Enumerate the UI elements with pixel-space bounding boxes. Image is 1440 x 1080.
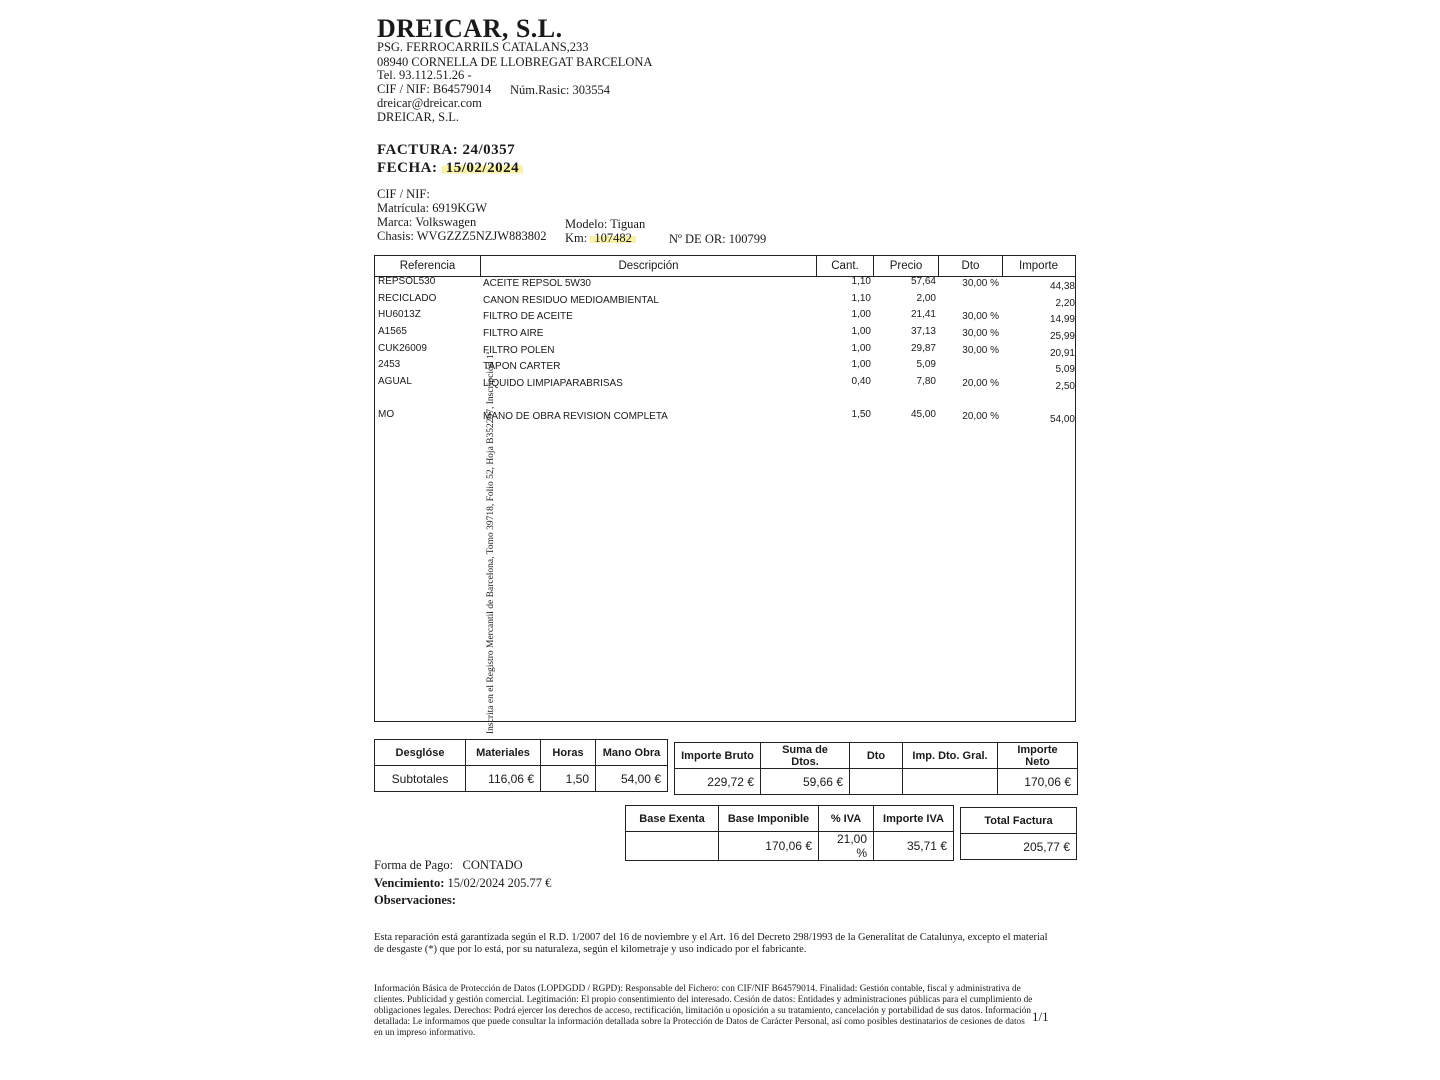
cell-price: 2,00 xyxy=(916,293,936,304)
invoice-total-table xyxy=(960,807,1077,860)
breakdown-header-hours: Horas xyxy=(541,740,596,766)
or-line xyxy=(669,232,766,247)
breakdown-labor-value: 54,00 € xyxy=(596,766,668,792)
company-name: DREICAR, S.L. xyxy=(377,14,563,43)
table-row xyxy=(375,276,1075,292)
invoice-number-label: FACTURA: xyxy=(377,142,459,158)
cell-reference: 2453 xyxy=(378,359,401,370)
tax-exempt-value xyxy=(626,832,719,861)
invoice-date-label: FECHA: xyxy=(377,160,438,176)
totals-net-value: 170,06 € xyxy=(998,769,1078,795)
company-rasic: Núm.Rasic: 303554 xyxy=(510,83,610,97)
brand-line xyxy=(377,215,476,230)
breakdown-header-labor: Mano Obra xyxy=(596,740,668,766)
cell-reference: A1565 xyxy=(378,326,407,337)
tax-taxable-value: 170,06 € xyxy=(719,832,819,861)
table-row xyxy=(375,293,1075,309)
tax-header-exempt: Base Exenta xyxy=(626,806,719,832)
cell-price: 37,13 xyxy=(910,326,936,337)
totals-header-net: Importe Neto xyxy=(998,743,1078,769)
cell-discount: 30,00 % xyxy=(962,278,999,289)
totals-dto-value xyxy=(850,769,903,795)
km-value: 107482 xyxy=(590,231,636,245)
cell-description: LIQUIDO LIMPIAPARABRISAS xyxy=(483,378,623,389)
cell-quantity: 1,10 xyxy=(851,276,871,287)
chassis-line xyxy=(377,229,547,244)
cell-quantity: 1,00 xyxy=(851,343,871,354)
cell-amount: 44,38 xyxy=(1049,281,1075,292)
cell-reference: HU6013Z xyxy=(378,309,421,320)
model-line xyxy=(565,217,645,232)
table-row xyxy=(375,309,1075,325)
payment-method-line xyxy=(374,858,523,873)
cell-amount: 25,99 xyxy=(1049,331,1075,342)
col-header-reference: Referencia xyxy=(375,256,481,276)
cell-quantity: 1,50 xyxy=(851,409,871,420)
table-row xyxy=(375,343,1075,359)
breakdown-subtotals-label: Subtotales xyxy=(375,766,466,792)
cell-discount: 20,00 % xyxy=(962,378,999,389)
invoice-number: 24/0357 xyxy=(462,142,516,158)
privacy-text: Información Básica de Protección de Datos (LOPDGDD / RGPD): Responsable del Fichero: con CIF/NIF B64579014. Finalidad: Gestión contable, fiscal y administrativa de clientes. Publicidad y gestión comercial. Legitimación: El propio consentimiento del interesado. Cesión de datos: Entidades y administraciones públicas para el cumplimiento de obligaciones legales. Derechos: Podrá ejercer los derechos de acceso, rectificación, limitación u oposición a su tratamiento, cancelación y portabilidad de sus datos. Información detallada: Le informamos que puede consultar la información detallada sobre la Protección de Datos de Carácter Personal, así como posibles destinatarios de cesiones de datos en un impreso informativo. xyxy=(374,984,1033,1038)
items-table xyxy=(374,255,1076,722)
totals-header-discounts: Suma de Dtos. xyxy=(761,743,850,769)
company-city: 08940 CORNELLA DE LLOBREGAT BARCELONA xyxy=(377,55,653,69)
breakdown-table xyxy=(374,739,668,792)
company-address: PSG. FERROCARRILS CATALANS,233 xyxy=(377,40,589,54)
cell-price: 7,80 xyxy=(916,376,936,387)
totals-general-discount-value xyxy=(903,769,998,795)
brand-value: Volkswagen xyxy=(415,215,477,229)
table-row xyxy=(375,359,1075,375)
table-row xyxy=(375,376,1075,392)
tax-table xyxy=(625,805,954,861)
cell-quantity: 0,40 xyxy=(851,376,871,387)
page-number: 1/1 xyxy=(1032,1009,1049,1024)
totals-header-dto: Dto xyxy=(850,743,903,769)
tax-header-vat-amount: Importe IVA xyxy=(874,806,954,832)
company-phone: Tel. 93.112.51.26 - xyxy=(377,68,472,82)
tax-header-taxable: Base Imponible xyxy=(719,806,819,832)
breakdown-hours-value: 1,50 xyxy=(541,766,596,792)
tax-vat-amount-value: 35,71 € xyxy=(874,832,954,861)
table-row xyxy=(375,409,1075,425)
cell-price: 5,09 xyxy=(916,359,936,370)
cell-amount: 54,00 xyxy=(1049,414,1075,425)
or-value: 100799 xyxy=(728,232,767,246)
cell-quantity: 1,00 xyxy=(851,359,871,370)
breakdown-materials-value: 116,06 € xyxy=(466,766,541,792)
col-header-amount: Importe xyxy=(1019,260,1058,272)
cell-quantity: 1,00 xyxy=(851,326,871,337)
col-header-discount: Dto xyxy=(939,256,1003,276)
cell-reference: MO xyxy=(378,409,395,420)
invoice-date-line xyxy=(377,160,523,177)
chassis-label: Chasis: xyxy=(377,229,414,243)
customer-cif-label: CIF / NIF: xyxy=(377,187,430,201)
km-label: Km: xyxy=(565,231,588,245)
cell-reference: CUK26009 xyxy=(378,343,427,354)
chassis-value: WVGZZZ5NZJW883802 xyxy=(416,229,547,243)
company-cif: CIF / NIF: B64579014 xyxy=(377,82,492,96)
cell-discount: 30,00 % xyxy=(962,345,999,356)
registry-note: Inscrita en el Registro Mercantil de Barcelona, Tomo 39718, Folio 52, Hoja B352297, Inscripción 1ª xyxy=(486,351,496,734)
due-date-value: 15/02/2024 205.77 € xyxy=(447,876,552,890)
cell-description: ACEITE REPSOL 5W30 xyxy=(483,278,591,289)
cell-price: 21,41 xyxy=(910,309,936,320)
tax-vat-rate-value: 21,00 % xyxy=(819,832,874,861)
totals-header-general-discount: Imp. Dto. Gral. xyxy=(903,743,998,769)
cell-reference: REPSOL530 xyxy=(378,276,436,287)
invoice-date: 15/02/2024 xyxy=(442,160,523,176)
payment-method-label: Forma de Pago: xyxy=(374,858,454,872)
cell-reference: RECICLADO xyxy=(378,293,437,304)
warranty-text: Esta reparación está garantizada según el R.D. 1/2007 del 16 de noviembre y el Art. 16 del Decreto 298/1993 de la Generalitat de Catalunya, excepto el material de desgaste (*) que por lo está, por su naturaleza, según el kilometraje y uso indicado por el fabricante. xyxy=(374,932,1048,955)
cell-amount: 20,91 xyxy=(1049,348,1075,359)
cell-description: FILTRO AIRE xyxy=(483,328,544,339)
cell-reference: AGUAL xyxy=(378,376,412,387)
cell-amount: 14,99 xyxy=(1049,314,1075,325)
or-label: Nº DE OR: xyxy=(669,232,726,246)
cell-price: 57,64 xyxy=(910,276,936,287)
totals-table xyxy=(674,742,1078,795)
plate-line xyxy=(377,201,487,216)
invoice-number-line xyxy=(377,142,515,159)
cell-description: TAPON CARTER xyxy=(483,361,561,372)
cell-description: FILTRO DE ACEITE xyxy=(483,311,573,322)
cell-description: FILTRO POLEN xyxy=(483,345,555,356)
plate-value: 6919KGW xyxy=(432,201,488,215)
cell-amount: 5,09 xyxy=(1055,364,1075,375)
col-header-price: Precio xyxy=(874,256,939,276)
km-line xyxy=(565,231,636,246)
cell-discount: 30,00 % xyxy=(962,311,999,322)
cell-amount: 2,50 xyxy=(1055,381,1075,392)
cell-price: 45,00 xyxy=(910,409,936,420)
cell-amount: 2,20 xyxy=(1055,298,1075,309)
col-header-quantity: Cant. xyxy=(817,256,874,276)
brand-label: Marca: xyxy=(377,215,413,229)
invoice-total-value: 205,77 € xyxy=(961,834,1077,860)
cell-discount: 20,00 % xyxy=(962,411,999,422)
due-date-label: Vencimiento: xyxy=(374,876,445,890)
cell-price: 29,87 xyxy=(910,343,936,354)
observations-label: Observaciones: xyxy=(374,893,456,907)
invoice-total-header: Total Factura xyxy=(961,808,1077,834)
col-header-description: Descripción xyxy=(481,256,817,276)
cell-description: CANON RESIDUO MEDIOAMBIENTAL xyxy=(483,295,659,306)
cell-description: MANO DE OBRA REVISION COMPLETA xyxy=(483,411,668,422)
breakdown-header-materials: Materiales xyxy=(466,740,541,766)
table-row xyxy=(375,326,1075,342)
totals-discounts-value: 59,66 € xyxy=(761,769,850,795)
cell-discount: 30,00 % xyxy=(962,328,999,339)
tax-header-vat-rate: % IVA xyxy=(819,806,874,832)
totals-header-gross: Importe Bruto xyxy=(675,743,761,769)
company-email: dreicar@dreicar.com xyxy=(377,96,482,110)
payment-method-value: CONTADO xyxy=(462,858,523,872)
breakdown-header-desglose: Desglóse xyxy=(375,740,466,766)
company-name-2: DREICAR, S.L. xyxy=(377,110,459,124)
totals-gross-value: 229,72 € xyxy=(675,769,761,795)
plate-label: Matrícula: xyxy=(377,201,430,215)
model-value: Tiguan xyxy=(610,217,646,231)
cell-quantity: 1,10 xyxy=(851,293,871,304)
due-date-line xyxy=(374,876,551,891)
cell-quantity: 1,00 xyxy=(851,309,871,320)
model-label: Modelo: xyxy=(565,217,608,231)
